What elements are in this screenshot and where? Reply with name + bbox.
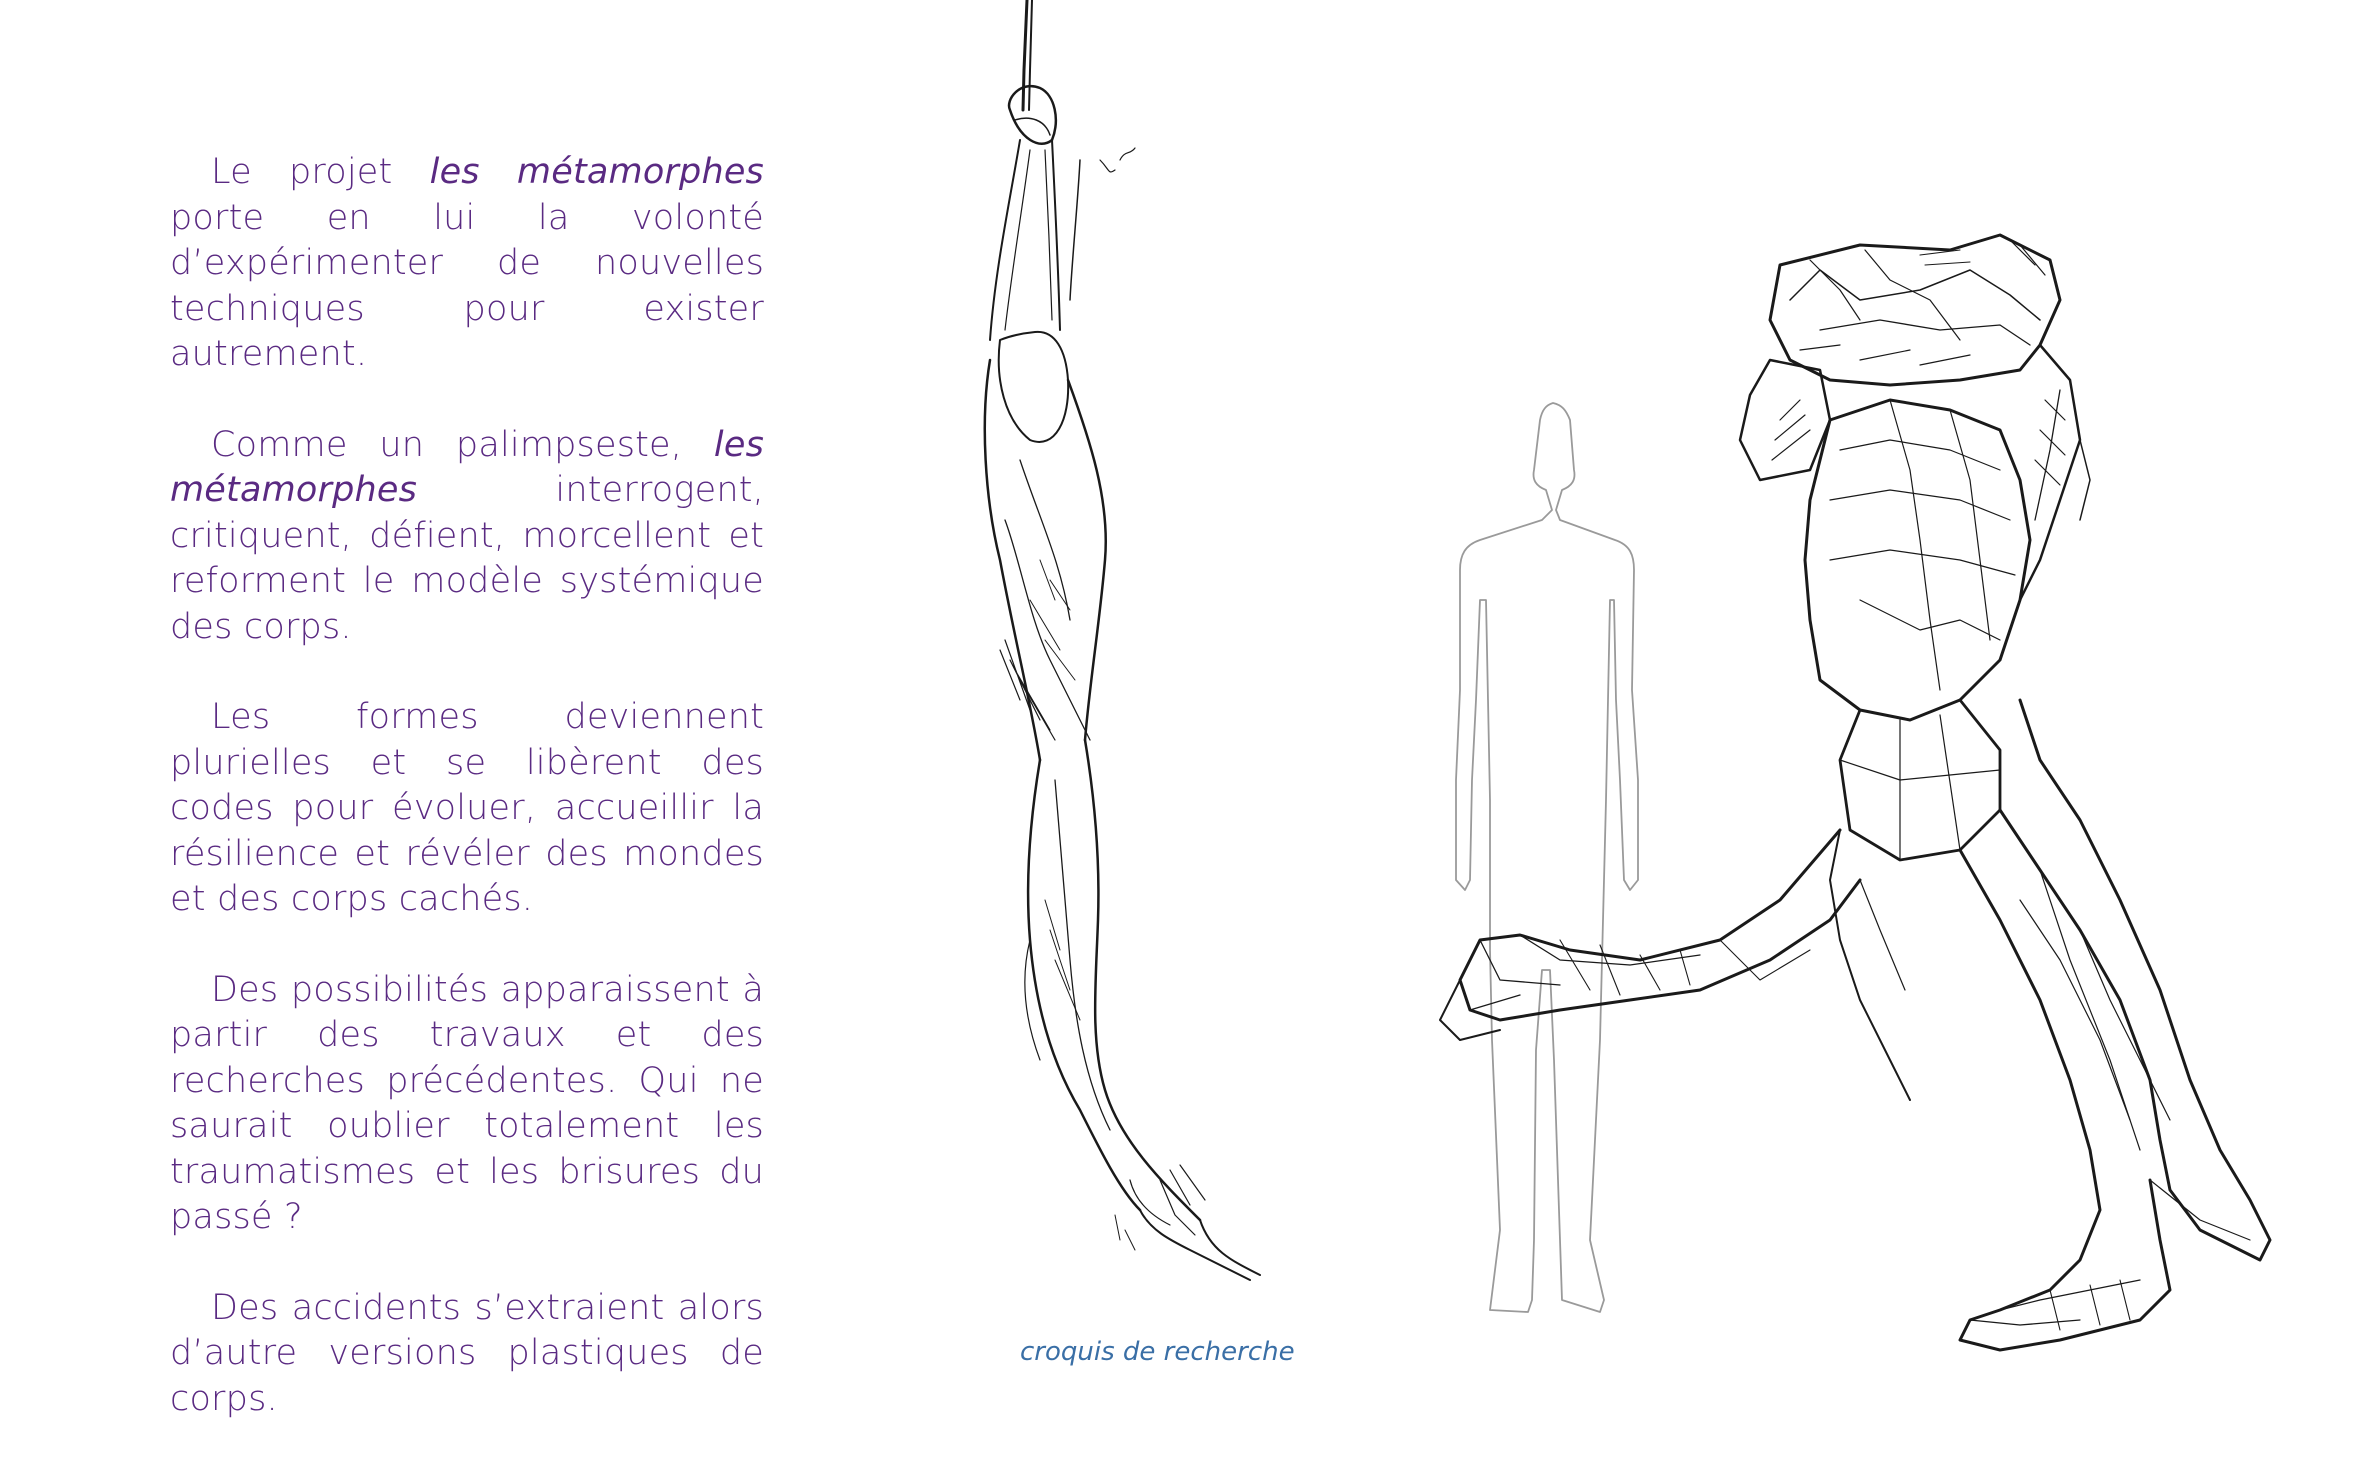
body-text <box>170 150 764 1467</box>
hanging-figure-sketch <box>985 0 1260 1280</box>
figure-caption: croquis de recherche <box>1020 1337 1295 1367</box>
sketch-illustration <box>960 0 2280 1400</box>
faceted-figure-sketch <box>1440 235 2270 1350</box>
paragraph-1: Le projet les métamorphes porte en lui la volonté d’expérimenter de nouvelles techniques pour exister autrement. <box>170 152 764 374</box>
paragraph-4: Des possibilités apparaissent à partir des travaux et des recherches précédentes. Qui ne saurait oublier totalement les traumatismes et les brisures du passé ? <box>170 969 764 1237</box>
project-title: les métamorphes <box>429 152 764 192</box>
project-title: les métamorphes <box>170 424 764 510</box>
paragraph-5: Des accidents s’extraient alors d’autre versions plastiques de corps. <box>170 1287 764 1419</box>
human-silhouette <box>1456 403 1638 1312</box>
paragraph-3: Les formes deviennent plurielles et se libèrent des codes pour évoluer, accueillir la résilience et révéler des mondes et des corps cachés. <box>170 697 764 919</box>
research-sketches <box>960 0 2280 1400</box>
paragraph-2: Comme un palimpseste, les métamorphes interrogent, critiquent, défient, morcellent et reforment le modèle systémique des corps. <box>170 424 764 647</box>
